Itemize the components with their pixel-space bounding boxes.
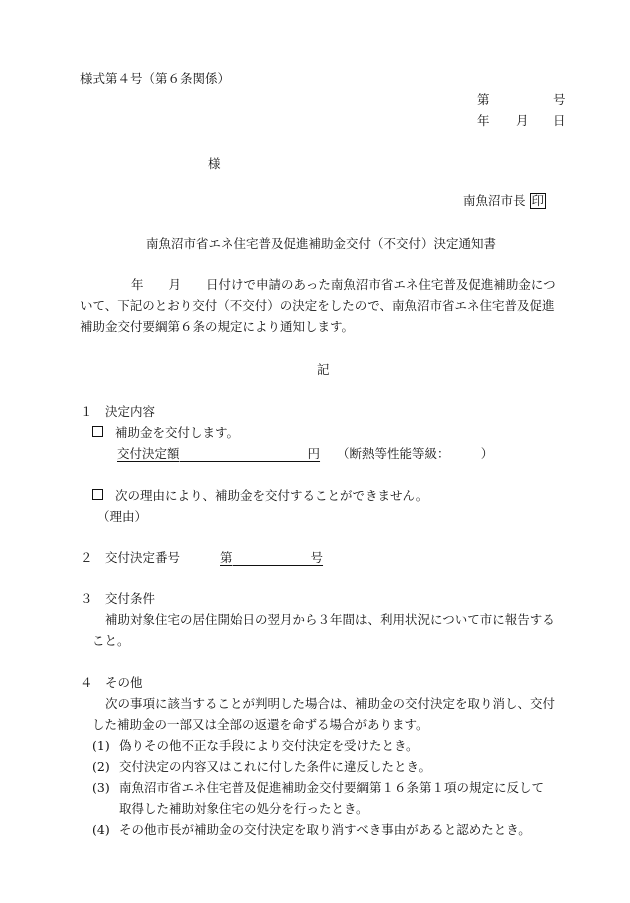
ki-heading: 記 — [317, 362, 330, 377]
list-item-number: (1) — [92, 738, 110, 753]
grant-checkbox[interactable] — [92, 426, 103, 437]
list-item-text: 偽りその他不正な手段により交付決定を受けたとき。 — [119, 738, 419, 753]
list-item — [92, 822, 531, 838]
condition-line: こと。 — [92, 633, 130, 648]
list-item-number: (2) — [92, 759, 110, 774]
list-item — [92, 759, 431, 775]
reason-label: （理由） — [97, 509, 148, 524]
intro-line: 年 月 日付けで申請のあった南魚沼市省エネ住宅普及促進補助金につ — [131, 277, 556, 292]
amount-line — [117, 446, 320, 462]
section-heading: １ 決定内容 — [80, 404, 156, 419]
amount-unit: 円 — [307, 446, 321, 461]
condition-line: 補助対象住宅の居住開始日の翌月から３年間は、利用状況について市に報告する — [105, 612, 555, 627]
deny-checkbox[interactable] — [92, 489, 103, 500]
form-number: 様式第４号（第６条関係） — [80, 71, 231, 86]
doc-number-prefix: 第 — [477, 92, 490, 107]
list-item — [92, 780, 544, 796]
decision-number-field — [220, 550, 323, 566]
section-heading: ３ 交付条件 — [80, 591, 156, 606]
decision-number-prefix: 第 — [220, 550, 233, 565]
section-heading: ４ その他 — [80, 675, 143, 690]
grant-option-label: 補助金を交付します。 — [115, 425, 240, 440]
decision-number-suffix: 号 — [310, 550, 324, 565]
list-item-text: 交付決定の内容又はこれに付した条件に違反したとき。 — [119, 759, 432, 774]
date-year: 年 — [477, 113, 490, 128]
grade-note: （断熱等性能等級： ） — [337, 446, 494, 461]
date-day: 日 — [553, 113, 566, 128]
date-month: 月 — [516, 113, 529, 128]
intro-line: 補助金交付要綱第６条の規定により通知します。 — [80, 319, 355, 334]
amount-blank — [180, 447, 308, 462]
list-item-number: (3) — [92, 780, 110, 795]
other-line: 次の事項に該当することが判明した場合は、補助金の交付決定を取り消し、交付 — [105, 696, 556, 711]
issuer-name: 南魚沼市長 — [463, 193, 526, 208]
issuer-line — [463, 193, 546, 209]
other-line: した補助金の一部又は全部の返還を命ずる場合があります。 — [92, 717, 429, 732]
list-item-text: その他市長が補助金の交付決定を取り消すべき事由があると認めたとき。 — [119, 822, 531, 837]
list-item-number: (4) — [92, 822, 110, 837]
list-item — [92, 738, 419, 754]
list-item-text: 南魚沼市省エネ住宅普及促進補助金交付要綱第１６条第１項の規定に反して — [119, 780, 545, 795]
deny-option — [92, 488, 428, 504]
section-heading: ２ 交付決定番号 — [80, 550, 181, 565]
list-item-text: 取得した補助対象住宅の処分を行ったとき。 — [119, 801, 369, 816]
document-title: 南魚沼市省エネ住宅普及促進補助金交付（不交付）決定通知書 — [146, 236, 497, 251]
list-item — [92, 801, 369, 817]
doc-number-suffix: 号 — [553, 92, 566, 107]
intro-line: いて、下記のとおり交付（不交付）の決定をしたので、南魚沼市省エネ住宅普及促進 — [80, 298, 555, 313]
decision-number-blank — [233, 551, 311, 566]
deny-option-label: 次の理由により、補助金を交付することができません。 — [115, 488, 429, 503]
grant-option — [92, 425, 239, 441]
amount-label: 交付決定額 — [117, 446, 180, 461]
addressee-suffix: 様 — [208, 156, 221, 171]
seal-mark: 印 — [531, 193, 545, 208]
